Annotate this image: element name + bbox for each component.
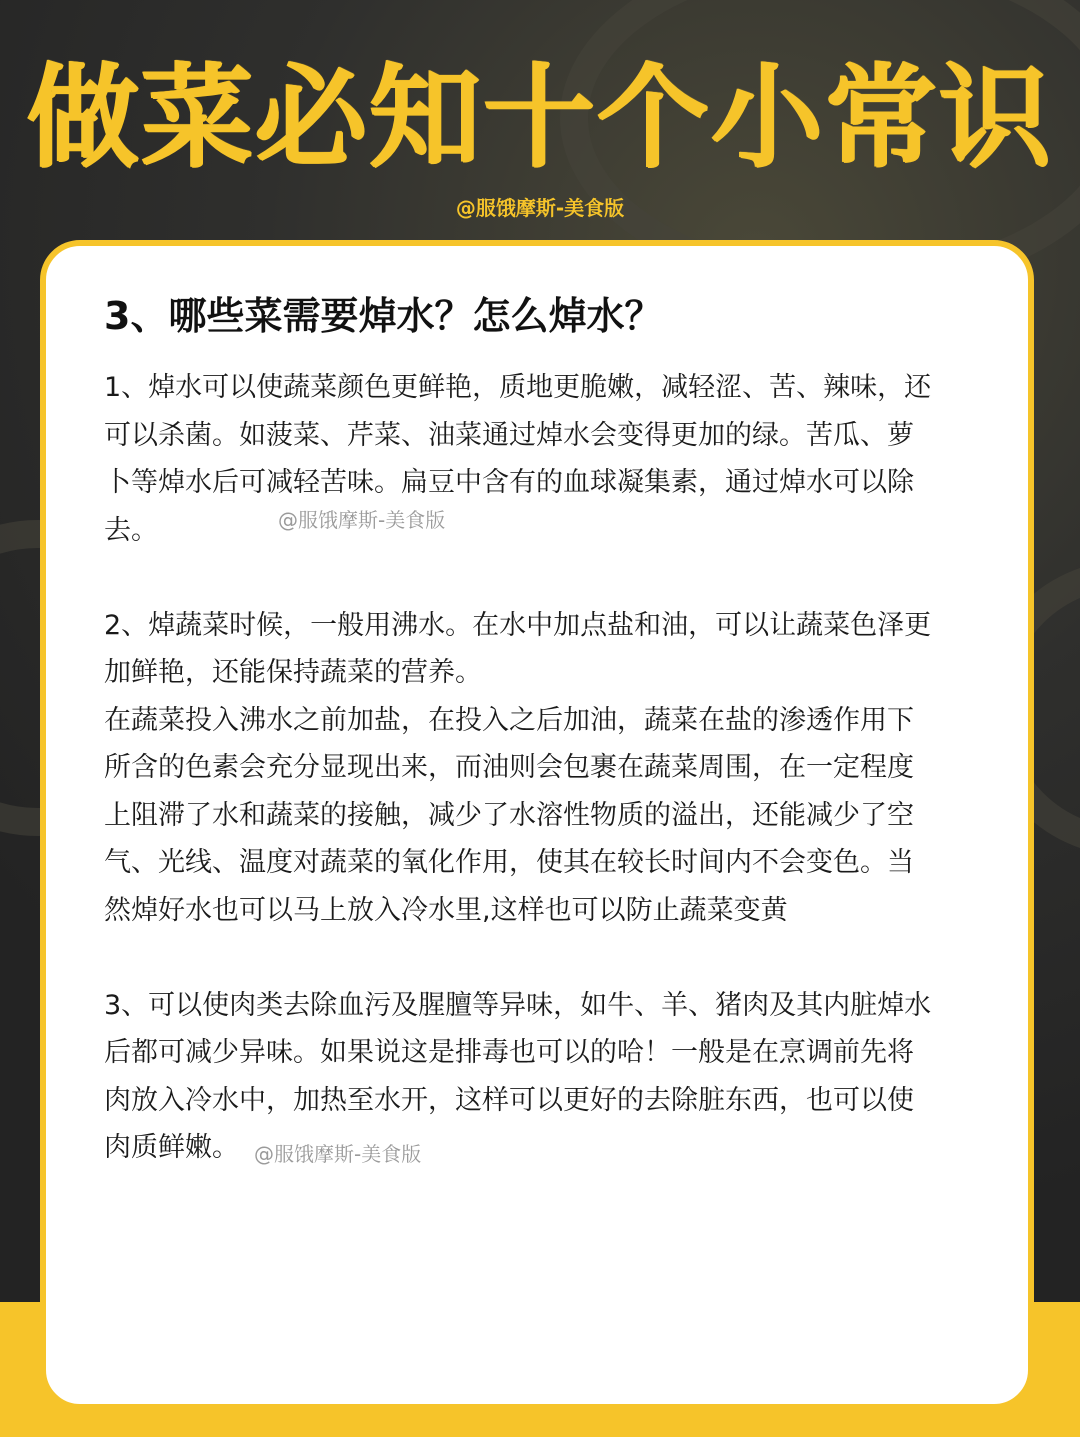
paragraph-2: 2、焯蔬菜时候，一般用沸水。在水中加点盐和油，可以让蔬菜色泽更 加鲜艳，还能保持蔬菜的营养。 在蔬菜投入沸水之前加盐，在投入之后加油，蔬菜在盐的渗透作用下 所含的色素会充分显现出来，而油则会包裹在蔬菜周围，在一定程度 上阻滞了水和蔬菜的接触，减少了水溶性物质的溢出，还能减少了空 气、光线、温度对蔬菜的氧化作用，使其在较长时间内不会变色。当 然焯好水也可以马上放入冷水里,这样也可以防止蔬菜变黄 (104, 609, 932, 926)
section-heading: 3、哪些菜需要焯水？怎么焯水？ (104, 294, 663, 338)
watermark: @服饿摩斯-美食版 (254, 1142, 422, 1166)
page-title: 做菜必知十个小常识 (27, 53, 1053, 183)
watermark: @服饿摩斯-美食版 (278, 508, 446, 532)
paragraph-3: 3、可以使肉类去除血污及腥膻等异味，如牛、羊、猪肉及其内脏焯水 后都可减少异味。如果说这是排毒也可以的哈！一般是在烹调前先将 肉放入冷水中，加热至水开，这样可以更好的去除脏东西，也可以使 肉质鲜嫩。 (104, 989, 932, 1163)
author-byline: @服饿摩斯-美食版 (455, 196, 625, 220)
content-card (40, 240, 1034, 1410)
section-body (104, 364, 1024, 1172)
paragraph-1: 1、焯水可以使蔬菜颜色更鲜艳，质地更脆嫩，减轻涩、苦、辣味，还 可以杀菌。如菠菜、芹菜、油菜通过焯水会变得更加的绿。苦瓜、萝 卜等焯水后可减轻苦味。扁豆中含有的血球凝集素，通过焯水可以除 去。 (104, 372, 932, 546)
